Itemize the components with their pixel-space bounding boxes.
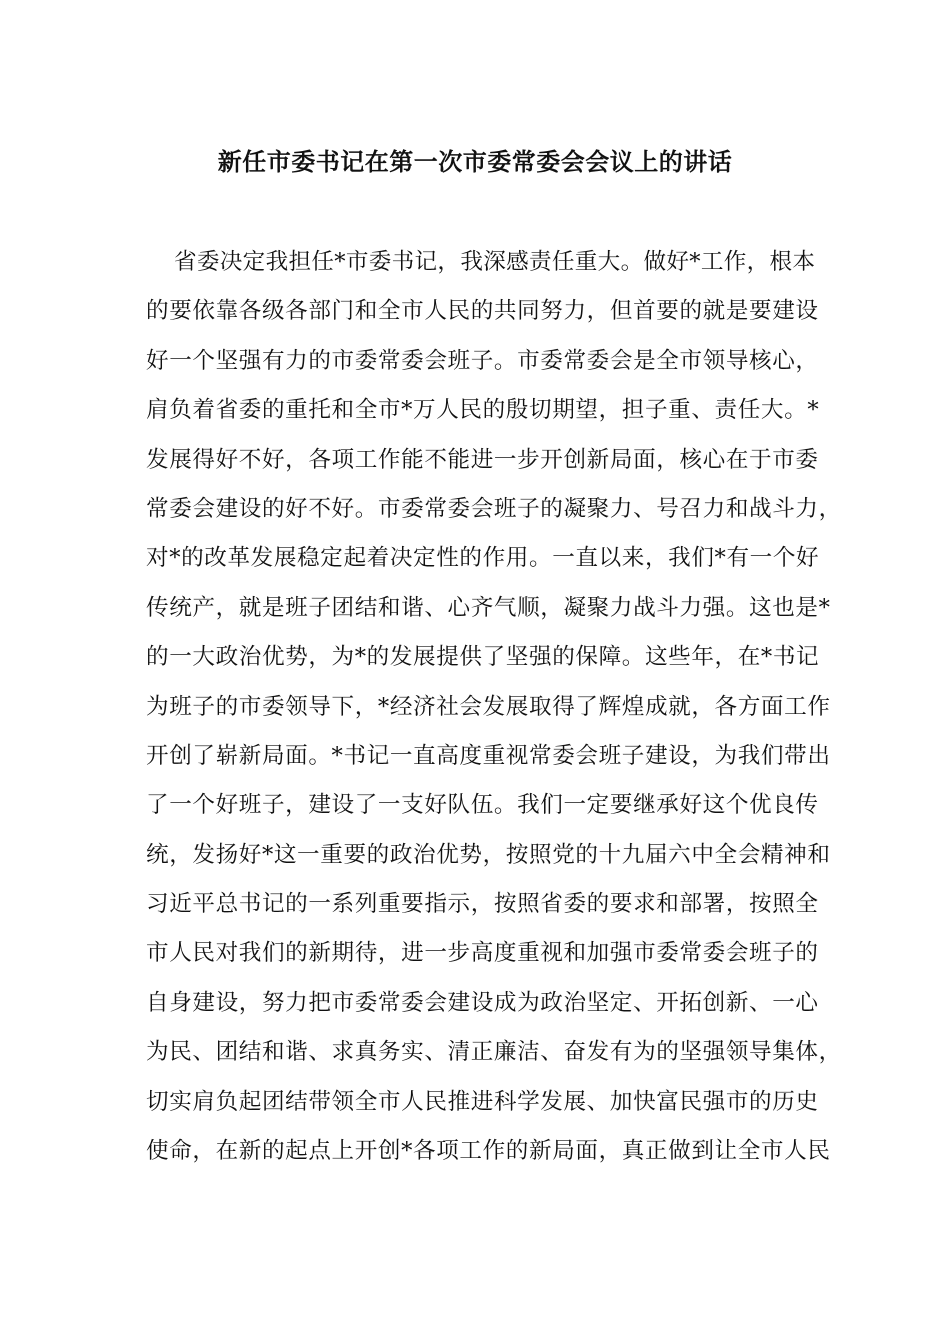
body-line: 好一个坚强有力的市委常委会班子。市委常委会是全市领导核心， — [146, 347, 819, 374]
document-title: 新任市委书记在第一次市委常委会会议上的讲话 — [217, 148, 733, 176]
body-line: 省委决定我担任*市委书记，我深感责任重大。做好*工作，根本 — [174, 249, 816, 275]
body-line: 了一个好班子，建设了一支好队伍。我们一定要继承好这个优良传 — [146, 792, 819, 819]
body-line: 常委会建设的好不好。市委常委会班子的凝聚力、号召力和战斗力， — [146, 495, 842, 522]
body-line: 自身建设，努力把市委常委会建设成为政治坚定、开拓创新、一心 — [146, 989, 819, 1016]
body-line: 为民、团结和谐、求真务实、清正廉洁、奋发有为的坚强领导集体， — [146, 1039, 842, 1066]
document-body — [146, 246, 842, 1184]
body-line: 发展得好不好，各项工作能不能进一步开创新局面，核心在于市委 — [146, 446, 819, 473]
body-line: 切实肩负起团结带领全市人民推进科学发展、加快富民强市的历史 — [146, 1088, 819, 1115]
body-line: 开创了崭新局面。*书记一直高度重视常委会班子建设，为我们带出 — [146, 742, 831, 769]
body-line: 为班子的市委领导下，*经济社会发展取得了辉煌成就，各方面工作 — [146, 693, 831, 720]
body-line: 使命，在新的起点上开创*各项工作的新局面，真正做到让全市人民 — [146, 1138, 831, 1165]
body-line: 的一大政治优势，为*的发展提供了坚强的保障。这些年，在*书记 — [146, 644, 820, 671]
body-line: 习近平总书记的一系列重要指示，按照省委的要求和部署，按照全 — [146, 891, 819, 918]
body-line: 市人民对我们的新期待，进一步高度重视和加强市委常委会班子的 — [146, 940, 819, 967]
body-line: 传统产，就是班子团结和谐、心齐气顺，凝聚力战斗力强。这也是* — [146, 594, 831, 621]
body-line: 对*的改革发展稳定起着决定性的作用。一直以来，我们*有一个好 — [146, 545, 820, 572]
body-line: 的要依靠各级各部门和全市人民的共同努力，但首要的就是要建设 — [146, 298, 819, 325]
body-line: 统，发扬好*这一重要的政治优势，按照党的十九届六中全会精神和 — [146, 841, 831, 868]
body-line: 肩负着省委的重托和全市*万人民的殷切期望，担子重、责任大。* — [146, 397, 820, 424]
